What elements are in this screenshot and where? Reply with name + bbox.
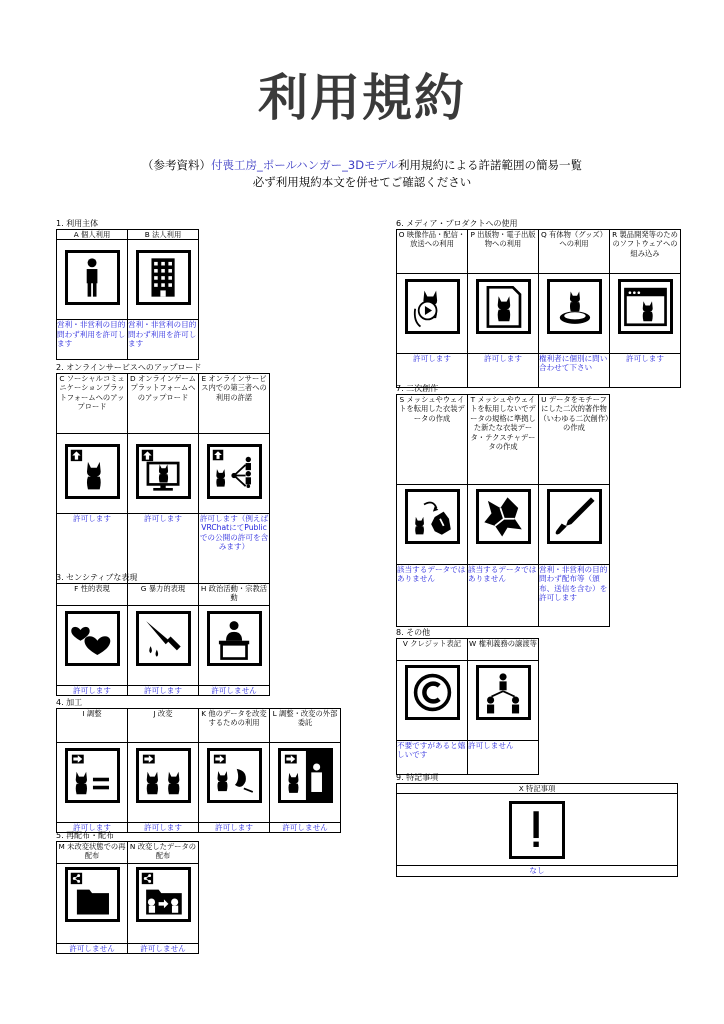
- section-usage-subject: [56, 219, 199, 360]
- cell-result-j: 許可します: [128, 823, 199, 833]
- cell-result-d: 許可します: [128, 514, 199, 584]
- section-derivative-works: [396, 384, 610, 627]
- section-title: 4. 加工: [56, 698, 83, 707]
- upload-cat-icon: [65, 444, 120, 499]
- subtitle-line2: 必ず利用規約本文を併せてご確認ください: [252, 175, 472, 189]
- cell-header-h: H 政治活動・宗教活動: [199, 584, 270, 606]
- cell-result-k: 許可します: [199, 823, 270, 833]
- permission-table: [56, 229, 199, 360]
- cell-header-t: T メッシュやウェイトを転用しないでデータの規格に準拠した新たな衣装データ・テクスチャデータの作成: [468, 395, 539, 485]
- building-icon: [136, 250, 191, 305]
- exclamation-icon: [509, 801, 565, 859]
- hearts-icon: [65, 611, 120, 666]
- section-title: 7. 二次創作: [396, 384, 439, 393]
- subtitle-prefix: （参考資料）: [141, 158, 211, 172]
- cell-result-s: 該当するデータではありません: [397, 565, 468, 627]
- cell-result-n: 許可しません: [128, 944, 199, 954]
- section-processing: [56, 698, 341, 833]
- distribute-modified-icon: [136, 867, 191, 922]
- cell-result-x: なし: [397, 866, 678, 876]
- permission-table: [56, 841, 199, 954]
- cell-result-w: 許可しません: [468, 741, 539, 775]
- cell-header-w: W 権利義務の譲渡等: [468, 639, 539, 661]
- goods-icon: [547, 279, 602, 334]
- cell-header-b: B 法人利用: [128, 230, 199, 240]
- redistribute-icon: [65, 867, 120, 922]
- cell-result-f: 許可します: [57, 686, 128, 696]
- subtitle-product-name: 付喪工房_ポールハンガー_3Dモデル: [210, 158, 399, 172]
- video-icon: [405, 279, 460, 334]
- subtitle-line1: [0, 157, 724, 174]
- cell-header-n: N 改変したデータの配布: [128, 842, 199, 864]
- cell-header-v: V クレジット表記: [397, 639, 468, 661]
- cell-header-i: I 調整: [57, 709, 128, 743]
- cell-header-x: X 特記事項: [397, 784, 678, 794]
- new-costume-icon: [476, 489, 531, 544]
- cell-result-h: 許可しません: [199, 686, 270, 696]
- cell-header-a: A 個人利用: [57, 230, 128, 240]
- permission-table: [396, 783, 678, 877]
- cell-header-g: G 暴力的表現: [128, 584, 199, 606]
- person-icon: [65, 250, 120, 305]
- section-other: [396, 628, 539, 775]
- cell-header-f: F 性的表現: [57, 584, 128, 606]
- podium-icon: [207, 611, 262, 666]
- section-title: 8. その他: [396, 628, 431, 637]
- cell-header-u: U データをモチーフにした二次的著作物（いわゆる二次創作）の作成: [539, 395, 610, 485]
- subtitle-suffix: 利用規約による許諾範囲の簡易一覧: [398, 158, 583, 172]
- section-media-products: [396, 219, 681, 388]
- cell-result-c: 許可します: [57, 514, 128, 584]
- convert-costume-icon: [405, 489, 460, 544]
- modify-icon: [136, 748, 191, 803]
- permission-table: [56, 708, 341, 833]
- cell-header-m: M 未改変状態での再配布: [57, 842, 128, 864]
- cell-result-u: 営利・非営利の目的問わず配布等（頒布、送信を含む）を許可します: [539, 565, 610, 627]
- other-data-icon: [207, 748, 262, 803]
- cell-result-r: 許可します: [610, 354, 681, 388]
- subtitle: [0, 157, 724, 191]
- permission-table: [56, 373, 270, 584]
- cell-header-r: R 製品開発等のためのソフトウェアへの組み込み: [610, 230, 681, 274]
- copyright-icon: [405, 665, 460, 720]
- cell-header-c: C ソーシャルコミュニケーションプラットフォームへのアップロード: [57, 374, 128, 434]
- cell-result-b: 営利・非営利の目的問わず利用を許可します: [128, 320, 199, 360]
- section-title: 9. 特記事項: [396, 773, 439, 782]
- adjust-icon: [65, 748, 120, 803]
- cell-header-d: D オンラインゲームプラットフォームへのアップロード: [128, 374, 199, 434]
- cell-result-t: 該当するデータではありません: [468, 565, 539, 627]
- pen-icon: [547, 489, 602, 544]
- cell-result-g: 許可します: [128, 686, 199, 696]
- cell-result-v: 不要ですがあると嬉しいです: [397, 741, 468, 775]
- knife-icon: [136, 611, 191, 666]
- cell-header-q: Q 有体物（グッズ）への利用: [539, 230, 610, 274]
- share-users-icon: [207, 444, 262, 499]
- cell-header-e: E オンラインサービス内での第三者への利用の許諾: [199, 374, 270, 434]
- cell-result-i: 許可します: [57, 823, 128, 833]
- cell-result-q: 権利者に個別に問い合わせて下さい: [539, 354, 610, 388]
- cell-header-s: S メッシュやウェイトを転用した衣装データの作成: [397, 395, 468, 485]
- section-title: 1. 利用主体: [56, 219, 99, 228]
- software-icon: [618, 279, 673, 334]
- outsource-icon: [278, 748, 333, 803]
- section-title: 2. オンラインサービスへのアップロード: [56, 363, 202, 372]
- cell-result-e: 許可します（例えばVRChatにてPublicでの公開の許可を含みます）: [199, 514, 270, 584]
- cell-header-o: O 映像作品・配信・放送への利用: [397, 230, 468, 274]
- section-redistribution: [56, 831, 199, 954]
- cell-result-a: 営利・非営利の目的問わず利用を許可します: [57, 320, 128, 360]
- section-online-upload: [56, 363, 270, 584]
- section-sensitive: [56, 573, 270, 696]
- section-special-notes: [396, 773, 678, 877]
- cell-header-j: J 改変: [128, 709, 199, 743]
- publication-icon: [476, 279, 531, 334]
- section-title: 3. センシティブな表現: [56, 573, 138, 582]
- permission-table: [396, 638, 539, 775]
- cell-header-k: K 他のデータを改変するための利用: [199, 709, 270, 743]
- page-title: 利用規約: [258, 68, 466, 127]
- cell-result-p: 許可します: [468, 354, 539, 388]
- cell-header-p: P 出版物・電子出版物への利用: [468, 230, 539, 274]
- permission-table: [56, 583, 270, 696]
- cell-result-o: 許可します: [397, 354, 468, 388]
- permission-table: [396, 394, 610, 627]
- cell-result-l: 許可しません: [270, 823, 341, 833]
- permission-table: [396, 229, 681, 388]
- section-title: 6. メディア・プロダクトへの使用: [396, 219, 518, 228]
- upload-monitor-icon: [136, 444, 191, 499]
- transfer-icon: [476, 665, 531, 720]
- section-title: 5. 再配布・配布: [56, 831, 115, 840]
- cell-header-l: L 調整・改変の外部委託: [270, 709, 341, 743]
- cell-result-m: 許可しません: [57, 944, 128, 954]
